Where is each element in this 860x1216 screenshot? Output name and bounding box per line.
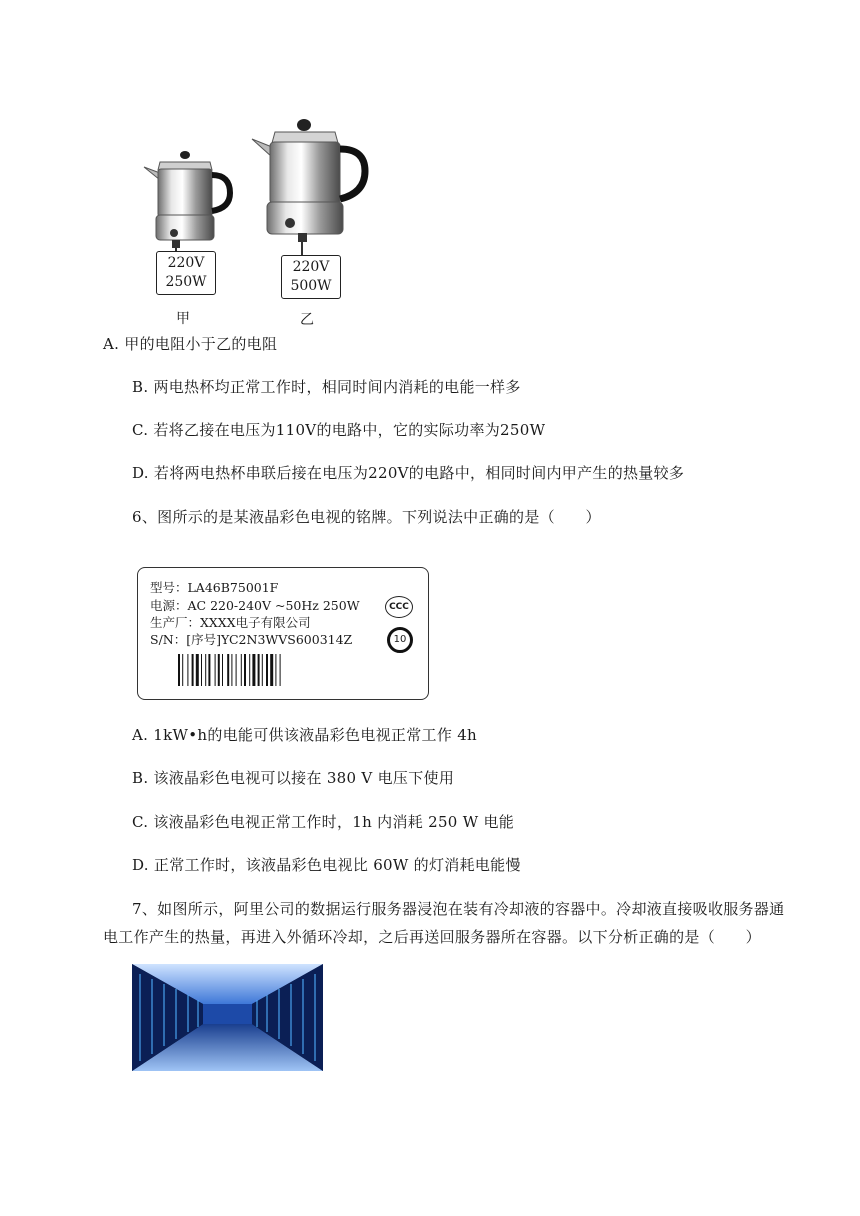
q6-option-d: D. 正常工作时，该液晶彩色电视比 60W 的灯消耗电能慢 bbox=[132, 856, 521, 874]
yi-voltage: 220V bbox=[292, 259, 330, 275]
q5-option-b: B. 两电热杯均正常工作时，相同时间内消耗的电能一样多 bbox=[132, 378, 521, 396]
rating-label-yi bbox=[281, 255, 341, 299]
nameplate-serial: S/N：[序号]YC2N3WVS600314Z bbox=[150, 632, 353, 647]
server-room-photo bbox=[132, 964, 323, 1071]
label-yi: 乙 bbox=[300, 312, 314, 328]
jia-voltage: 220V bbox=[167, 255, 205, 271]
q5-option-a: A. 甲的电阻小于乙的电阻 bbox=[103, 335, 278, 353]
q5-option-c: C. 若将乙接在电压为110V的电路中，它的实际功率为250W bbox=[132, 421, 546, 439]
q6-option-b: B. 该液晶彩色电视可以接在 380 V 电压下使用 bbox=[132, 769, 455, 787]
ccc-mark: CCC bbox=[385, 596, 413, 618]
tv-nameplate bbox=[137, 567, 429, 700]
nameplate-model: 型号：LA46B75001F bbox=[150, 580, 279, 595]
kettles-illustration bbox=[130, 105, 390, 330]
small-kettle bbox=[144, 151, 230, 248]
nameplate-manufacturer: 生产厂：XXXX电子有限公司 bbox=[150, 615, 311, 630]
label-jia: 甲 bbox=[176, 311, 190, 327]
q6-option-a: A. 1kW•h的电能可供该液晶彩色电视正常工作 4h bbox=[132, 726, 478, 744]
yi-power: 500W bbox=[290, 278, 332, 294]
kettle-figure bbox=[130, 105, 390, 330]
jia-power: 250W bbox=[165, 274, 207, 290]
energy-badge: 10 bbox=[387, 627, 413, 653]
q7-stem-line2: 电工作产生的热量，再进入外循环冷却，之后再送回服务器所在容器。以下分析正确的是（ ） bbox=[103, 928, 761, 946]
rating-label-jia bbox=[156, 251, 216, 295]
q7-stem-line1: 7、如图所示，阿里公司的数据运行服务器浸泡在装有冷却液的容器中。冷却液直接吸收服务器通 bbox=[132, 900, 785, 918]
large-kettle bbox=[252, 119, 365, 242]
barcode bbox=[178, 654, 328, 686]
q6-option-c: C. 该液晶彩色电视正常工作时，1h 内消耗 250 W 电能 bbox=[132, 813, 515, 831]
nameplate-power-supply: 电源：AC 220-240V ~50Hz 250W bbox=[150, 598, 360, 613]
q6-stem: 6、图所示的是某液晶彩色电视的铭牌。下列说法中正确的是（ ） bbox=[132, 508, 601, 526]
q5-option-d: D. 若将两电热杯串联后接在电压为220V的电路中，相同时间内甲产生的热量较多 bbox=[132, 464, 685, 482]
